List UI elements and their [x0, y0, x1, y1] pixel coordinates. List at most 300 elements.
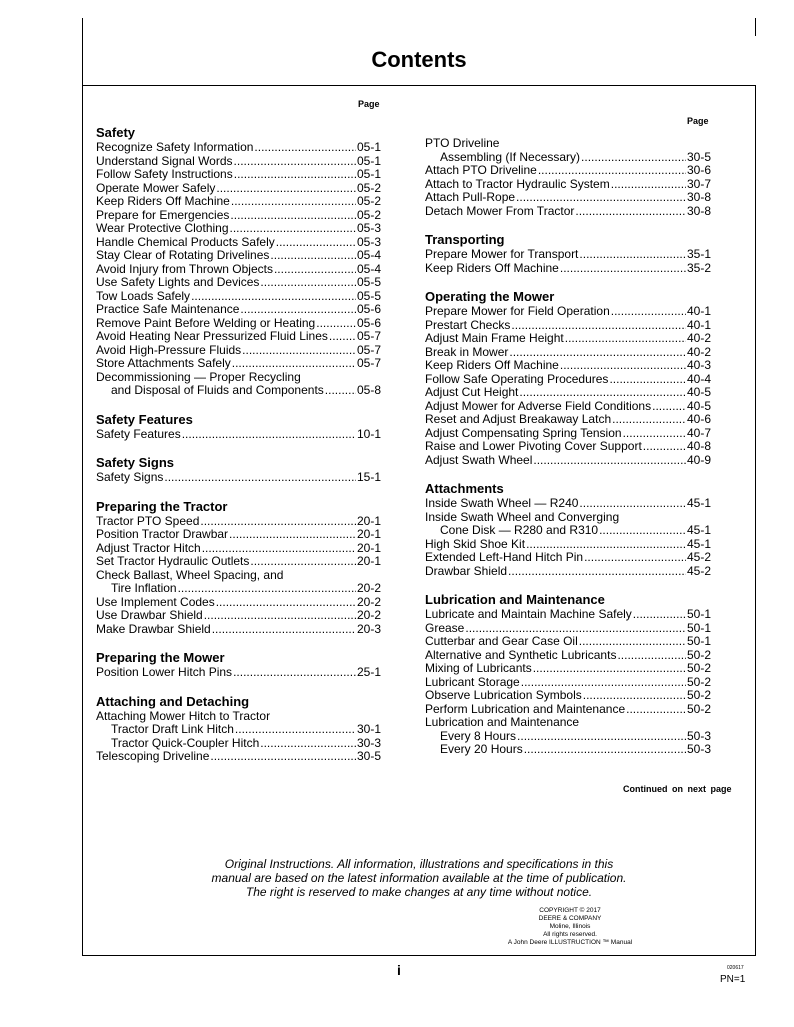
toc-entry-page: 50-1 — [686, 607, 711, 621]
toc-entry-title: Stay Clear of Rotating Drivelines — [96, 248, 270, 262]
toc-entry-page: 20-2 — [356, 581, 381, 595]
toc-entry-title: Prestart Checks — [425, 317, 511, 332]
toc-entry[interactable] — [96, 384, 381, 398]
toc-entry-page: 30-1 — [356, 722, 381, 736]
toc-entry[interactable] — [425, 359, 711, 373]
dot-leader — [232, 357, 356, 371]
toc-entry-page: 20-1 — [356, 554, 381, 568]
toc-entry[interactable] — [96, 209, 381, 223]
toc-entry-page: 05-1 — [356, 167, 381, 181]
dot-leader — [229, 528, 356, 542]
toc-entry-page: 05-4 — [356, 248, 381, 262]
toc-entry-title: Inside Swath Wheel and Converging — [425, 509, 620, 524]
toc-entry-page: 45-1 — [686, 496, 711, 510]
toc-section — [425, 592, 711, 757]
toc-entry-page: 20-1 — [356, 513, 381, 528]
toc-section-heading: Operating the Mower — [425, 289, 555, 304]
toc-entry[interactable] — [425, 649, 711, 663]
toc-section — [425, 232, 711, 275]
toc-entry-title: Wear Protective Clothing — [96, 221, 229, 235]
toc-section-heading: Safety — [96, 125, 136, 140]
dot-leader — [524, 743, 686, 757]
toc-entry-title: Attach to Tractor Hydraulic System — [425, 176, 610, 191]
toc-entry-title: Lubrication and Maintenance — [425, 715, 580, 729]
toc-entry[interactable] — [96, 623, 381, 637]
toc-entry[interactable] — [96, 344, 381, 358]
dot-leader — [508, 565, 686, 579]
toc-entry-title: Prepare Mower for Field Operation — [425, 304, 610, 318]
toc-entry[interactable] — [96, 750, 381, 764]
dot-leader — [276, 236, 356, 250]
toc-entry-title: Reset and Adjust Breakaway Latch — [425, 412, 612, 426]
dot-leader — [260, 737, 356, 751]
toc-entry-title: Use Implement Codes — [96, 594, 215, 609]
left-border-line — [82, 18, 83, 956]
toc-entry-title: Keep Riders Off Machine — [425, 358, 559, 372]
toc-entry-page: 30-5 — [686, 149, 711, 164]
toc-entry-title: Keep Riders Off Machine — [96, 194, 230, 208]
toc-entry-title: Assembling (If Necessary) — [440, 149, 581, 164]
toc-section-heading: Preparing the Mower — [96, 650, 225, 665]
dot-leader — [516, 191, 686, 205]
dot-leader — [643, 440, 686, 454]
toc-entry-page: 20-3 — [356, 621, 381, 636]
toc-entry-title: Tire Inflation — [111, 581, 177, 595]
dot-leader — [242, 344, 356, 358]
toc-entry[interactable] — [96, 155, 381, 169]
toc-entry-page: 05-6 — [356, 315, 381, 330]
toc-entry-page: 05-7 — [356, 329, 381, 343]
toc-entry[interactable] — [425, 676, 711, 690]
toc-entry[interactable] — [96, 249, 381, 263]
toc-entry-page: 35-2 — [686, 260, 711, 275]
toc-entry[interactable] — [425, 662, 711, 676]
toc-entry-page: 50-2 — [686, 701, 711, 716]
page-title: Contents — [371, 47, 467, 72]
dot-leader — [526, 538, 686, 552]
dot-leader — [560, 262, 686, 276]
dot-leader — [617, 649, 686, 663]
toc-entry-page: 45-1 — [686, 536, 711, 551]
toc-entry-title: Use Drawbar Shield — [96, 608, 203, 622]
dot-leader — [200, 515, 356, 529]
dot-leader — [579, 248, 686, 262]
toc-entry[interactable] — [96, 737, 381, 751]
dot-leader — [583, 689, 686, 703]
toc-entry-title: Prepare Mower for Transport — [425, 247, 579, 261]
toc-entry-title: PTO Driveline — [425, 136, 500, 150]
toc-entry-title: Use Safety Lights and Devices — [96, 275, 260, 289]
dot-leader — [609, 373, 686, 387]
toc-entry[interactable] — [96, 666, 381, 680]
copyright-block — [500, 907, 640, 947]
toc-entry[interactable] — [96, 357, 381, 371]
toc-entry[interactable] — [425, 454, 711, 468]
footer-line: manual are based on the latest information available at the time of publication. — [211, 871, 627, 885]
toc-entry[interactable] — [425, 248, 711, 262]
toc-section — [96, 455, 381, 485]
toc-entry[interactable] — [425, 743, 711, 757]
toc-entry-page: 05-7 — [356, 356, 381, 370]
toc-entry-page: 05-2 — [356, 207, 381, 222]
toc-entry[interactable] — [425, 346, 711, 360]
toc-entry-page: 20-2 — [356, 608, 381, 622]
toc-section — [425, 481, 711, 578]
toc-section — [96, 694, 381, 764]
toc-entry-title: Observe Lubrication Symbols — [425, 688, 582, 702]
toc-entry-title: Check Ballast, Wheel Spacing, and — [96, 567, 284, 582]
toc-entry-page: 05-1 — [356, 140, 381, 154]
toc-entry[interactable] — [425, 635, 711, 649]
toc-entry-title: Safety Signs — [96, 470, 164, 484]
toc-entry[interactable] — [425, 386, 711, 400]
dot-leader — [316, 317, 356, 331]
toc-entry-title: Keep Riders Off Machine — [425, 260, 559, 275]
dot-leader — [579, 635, 686, 649]
toc-entry[interactable] — [425, 178, 711, 192]
toc-entry[interactable] — [425, 608, 711, 622]
toc-entry-page: 05-7 — [356, 342, 381, 357]
toc-section-heading: Transporting — [425, 232, 505, 247]
toc-entry-title: Tractor Draft Link Hitch — [111, 722, 234, 736]
toc-entry-page: 15-1 — [356, 470, 381, 484]
toc-entry-title: High Skid Shoe Kit — [425, 536, 526, 551]
toc-entry[interactable] — [425, 440, 711, 454]
bottom-rule — [82, 955, 756, 956]
toc-entry-page: 05-5 — [356, 288, 381, 303]
toc-entry-title: Cone Disk — R280 and R310 — [440, 523, 599, 537]
toc-entry-title: Adjust Swath Wheel — [425, 452, 533, 467]
toc-entry-title: Adjust Mower for Adverse Field Conditions — [425, 398, 652, 413]
toc-entry[interactable] — [96, 723, 381, 737]
dot-leader — [235, 723, 356, 737]
toc-entry-page: 05-2 — [356, 194, 381, 208]
dot-leader — [599, 524, 686, 538]
toc-entry-title: Position Tractor Drawbar — [96, 527, 229, 541]
toc-entry-page: 05-2 — [356, 180, 381, 195]
dot-leader — [612, 413, 686, 427]
toc-entry[interactable] — [425, 427, 711, 441]
toc-entry-title: Handle Chemical Products Safely — [96, 234, 275, 249]
toc-entry-title: Alternative and Synthetic Lubricants — [425, 647, 617, 662]
dot-leader — [533, 662, 686, 676]
toc-section-heading: Attaching and Detaching — [96, 693, 250, 709]
toc-entry-title: Attach PTO Driveline — [425, 163, 537, 177]
right-border-line-top — [755, 18, 756, 36]
dot-leader — [178, 582, 356, 596]
page-number: i — [397, 962, 401, 978]
toc-entry[interactable] — [425, 191, 711, 205]
right-border-line — [755, 85, 756, 956]
dot-leader — [633, 608, 686, 622]
toc-entry-page: 20-1 — [356, 540, 381, 555]
toc-entry-page: 40-4 — [686, 371, 711, 386]
dot-leader — [274, 263, 356, 277]
toc-entry[interactable] — [425, 730, 711, 744]
toc-entry-title: Avoid High-Pressure Fluids — [96, 342, 242, 357]
toc-entry-title: Grease — [425, 620, 465, 635]
toc-entry-page: 45-2 — [686, 550, 711, 564]
toc-entry-title: Attaching Mower Hitch to Tractor — [96, 708, 271, 723]
dot-leader — [579, 497, 686, 511]
toc-entry[interactable] — [425, 319, 711, 333]
toc-entry[interactable] — [96, 569, 381, 583]
toc-entry-page: 50-2 — [686, 688, 711, 702]
copyright-line: DEERE & COMPANY — [538, 915, 602, 922]
toc-entry-title: Break in Mower — [425, 344, 509, 359]
toc-entry-title: Practice Safe Maintenance — [96, 302, 240, 316]
dot-leader — [565, 332, 686, 346]
dot-leader — [517, 730, 686, 744]
toc-entry[interactable] — [96, 582, 381, 596]
toc-entry-page: 30-3 — [356, 735, 381, 750]
dot-leader — [231, 195, 356, 209]
toc-entry-title: Prepare for Emergencies — [96, 207, 230, 222]
dot-leader — [325, 384, 356, 398]
toc-entry-page: 05-5 — [356, 275, 381, 289]
toc-entry-title: Extended Left-Hand Hitch Pin — [425, 550, 584, 564]
toc-entry[interactable] — [96, 515, 381, 529]
toc-entry[interactable] — [96, 609, 381, 623]
dot-leader — [204, 609, 356, 623]
toc-continued-entries — [425, 137, 711, 218]
toc-entry[interactable] — [96, 428, 381, 442]
toc-entry-title: Safety Features — [96, 426, 181, 441]
toc-entry[interactable] — [425, 565, 711, 579]
toc-entry-page: 45-2 — [686, 563, 711, 578]
toc-entry-page: 05-3 — [356, 234, 381, 249]
title-rule — [82, 85, 756, 86]
toc-entry[interactable] — [96, 371, 381, 385]
toc-section-heading: Attachments — [425, 481, 504, 496]
dot-leader — [164, 471, 356, 485]
toc-entry[interactable] — [425, 538, 711, 552]
toc-entry[interactable] — [425, 551, 711, 565]
dot-leader — [212, 623, 356, 637]
dot-leader — [581, 151, 686, 165]
toc-entry[interactable] — [96, 182, 381, 196]
toc-entry-page: 20-1 — [356, 527, 381, 541]
toc-entry-title: Avoid Injury from Thrown Objects — [96, 261, 273, 276]
dot-leader — [182, 428, 356, 442]
toc-entry-title: Remove Paint Before Welding or Heating — [96, 315, 316, 330]
toc-entry-title: Lubricate and Maintain Machine Safely — [425, 607, 632, 621]
dot-leader — [250, 555, 356, 569]
toc-entry[interactable] — [96, 263, 381, 277]
toc-entry-title: and Disposal of Fluids and Components — [111, 383, 324, 397]
dot-leader — [191, 290, 356, 304]
toc-entry[interactable] — [425, 137, 711, 151]
copyright-line: A John Deere ILLUSTRUCTION ™ Manual — [507, 939, 633, 946]
toc-entry-title: Position Lower Hitch Pins — [96, 665, 233, 679]
dot-leader — [611, 178, 686, 192]
toc-entry-page: 50-3 — [686, 742, 711, 756]
toc-entry[interactable] — [96, 168, 381, 182]
left-page-header: Page — [358, 99, 380, 109]
toc-entry[interactable] — [425, 164, 711, 178]
toc-entry[interactable] — [96, 330, 381, 344]
toc-entry[interactable] — [96, 710, 381, 724]
toc-section — [96, 650, 381, 680]
toc-section — [96, 125, 381, 398]
dot-leader — [521, 676, 686, 690]
dot-leader — [202, 542, 356, 556]
toc-entry-page: 50-1 — [686, 634, 711, 648]
toc-entry-page: 40-5 — [686, 385, 711, 399]
dot-leader — [652, 400, 686, 414]
toc-entry-title: Telescoping Driveline — [96, 749, 210, 763]
toc-section-heading: Safety Features — [96, 411, 193, 427]
toc-section-heading: Preparing the Tractor — [96, 498, 228, 514]
toc-entry-page: 40-3 — [686, 358, 711, 372]
toc-section-heading: Lubrication and Maintenance — [425, 592, 605, 607]
toc-left-column — [96, 125, 381, 764]
dot-leader — [270, 249, 356, 263]
toc-entry[interactable] — [96, 290, 381, 304]
toc-entry-page: 05-8 — [356, 383, 381, 397]
toc-entry-page: 40-5 — [686, 398, 711, 413]
copyright-line: COPYRIGHT © 2017 — [539, 907, 601, 914]
dot-leader — [260, 276, 356, 290]
toc-entry[interactable] — [425, 205, 711, 219]
toc-entry-page: 50-2 — [686, 647, 711, 662]
toc-entry-title: Attach Pull-Rope — [425, 190, 516, 204]
toc-entry-title: Store Attachments Safely — [96, 356, 231, 370]
toc-right-column — [425, 137, 711, 757]
dot-leader — [216, 182, 356, 196]
toc-entry[interactable] — [425, 497, 711, 511]
toc-entry-title: Cutterbar and Gear Case Oil — [425, 634, 578, 648]
toc-entry[interactable] — [96, 303, 381, 317]
toc-entry-page: 50-2 — [686, 661, 711, 675]
dot-leader — [584, 551, 686, 565]
toc-entry[interactable] — [96, 596, 381, 610]
toc-entry[interactable] — [96, 195, 381, 209]
toc-entry-title: Adjust Tractor Hitch — [96, 540, 201, 555]
toc-entry[interactable] — [425, 305, 711, 319]
toc-entry[interactable] — [425, 689, 711, 703]
toc-entry-title: Decommissioning — Proper Recycling — [96, 369, 301, 384]
toc-section — [96, 412, 381, 442]
toc-entry[interactable] — [96, 236, 381, 250]
toc-entry-page: 50-1 — [686, 620, 711, 635]
dot-leader — [329, 330, 356, 344]
toc-entry-title: Tow Loads Safely — [96, 288, 191, 303]
toc-entry[interactable] — [96, 528, 381, 542]
toc-entry-page: 30-8 — [686, 203, 711, 218]
toc-entry-title: Tractor PTO Speed — [96, 513, 200, 528]
toc-entry[interactable] — [425, 373, 711, 387]
footer-line: Original Instructions. All information, illustrations and specifications in this — [224, 857, 614, 871]
toc-section — [425, 289, 711, 467]
toc-entry-title: Perform Lubrication and Maintenance — [425, 701, 626, 716]
toc-entry-page: 10-1 — [356, 426, 381, 441]
toc-entry[interactable] — [425, 400, 711, 414]
toc-entry-page: 30-6 — [686, 163, 711, 177]
toc-entry-page: 25-1 — [356, 665, 381, 679]
dot-leader — [519, 386, 686, 400]
toc-entry-title: Adjust Main Frame Height — [425, 331, 564, 345]
toc-entry-title: Inside Swath Wheel — R240 — [425, 496, 579, 510]
toc-entry-page: 30-5 — [356, 749, 381, 763]
toc-entry-page: 40-1 — [686, 317, 711, 332]
toc-entry[interactable] — [96, 542, 381, 556]
toc-entry[interactable] — [425, 622, 711, 636]
toc-entry-title: Follow Safety Instructions — [96, 167, 233, 181]
toc-entry[interactable] — [425, 716, 711, 730]
toc-entry-page: 05-6 — [356, 302, 381, 316]
toc-entry-title: Drawbar Shield — [425, 563, 508, 578]
toc-entry[interactable] — [96, 222, 381, 236]
dot-leader — [538, 164, 686, 178]
toc-entry-page: 30-8 — [686, 190, 711, 204]
dot-leader — [216, 596, 356, 610]
toc-section-heading: Safety Signs — [96, 455, 175, 470]
dot-leader — [533, 454, 686, 468]
toc-entry[interactable] — [96, 555, 381, 569]
toc-entry-page: 40-2 — [686, 331, 711, 345]
dot-leader — [623, 427, 686, 441]
toc-entry-page: 45-1 — [686, 523, 711, 537]
toc-entry[interactable] — [96, 317, 381, 331]
dot-leader — [560, 359, 686, 373]
copyright-line: Moline, Illinois — [549, 923, 591, 930]
dot-leader — [240, 303, 356, 317]
toc-entry-page: 40-1 — [686, 304, 711, 318]
pn-label: PN=1 — [720, 974, 746, 985]
toc-entry-title: Tractor Quick-Coupler Hitch — [111, 735, 260, 750]
toc-entry-title: Detach Mower From Tractor — [425, 203, 575, 218]
toc-entry-title: Mixing of Lubricants — [425, 661, 532, 675]
footer-notice — [82, 857, 756, 899]
toc-entry[interactable] — [425, 413, 711, 427]
toc-entry-title: Understand Signal Words — [96, 153, 233, 168]
toc-entry[interactable] — [425, 511, 711, 525]
toc-entry[interactable] — [96, 471, 381, 485]
toc-entry-page: 20-2 — [356, 594, 381, 609]
dot-leader — [465, 622, 686, 636]
toc-entry-title: Every 8 Hours — [440, 728, 517, 743]
date-code: 020617 — [727, 965, 744, 971]
toc-entry[interactable] — [425, 703, 711, 717]
toc-entry-page: 40-2 — [686, 344, 711, 359]
footer-line: The right is reserved to make changes at any time without notice. — [245, 885, 593, 899]
toc-entry-title: Lubricant Storage — [425, 674, 520, 689]
dot-leader — [575, 205, 686, 219]
toc-entry[interactable] — [425, 524, 711, 538]
toc-entry-title: Every 20 Hours — [440, 742, 523, 756]
toc-entry-title: Raise and Lower Pivoting Cover Support — [425, 439, 642, 453]
toc-entry[interactable] — [96, 141, 381, 155]
toc-entry-page: 50-2 — [686, 674, 711, 689]
toc-entry-page: 35-1 — [686, 247, 711, 261]
toc-entry-title: Recognize Safety Information — [96, 140, 254, 154]
toc-entry-page: 40-6 — [686, 412, 711, 426]
toc-entry-title: Make Drawbar Shield — [96, 621, 211, 636]
toc-entry[interactable] — [425, 262, 711, 276]
right-page-header: Page — [687, 116, 709, 126]
dot-leader — [611, 305, 686, 319]
toc-entry-title: Set Tractor Hydraulic Outlets — [96, 554, 250, 568]
toc-section — [96, 499, 381, 637]
toc-entry[interactable] — [425, 332, 711, 346]
dot-leader — [511, 319, 686, 333]
toc-entry-title: Adjust Compensating Spring Tension — [425, 425, 622, 440]
toc-entry[interactable] — [425, 151, 711, 165]
toc-entry-page: 05-3 — [356, 221, 381, 235]
dot-leader — [509, 346, 686, 360]
toc-entry[interactable] — [96, 276, 381, 290]
